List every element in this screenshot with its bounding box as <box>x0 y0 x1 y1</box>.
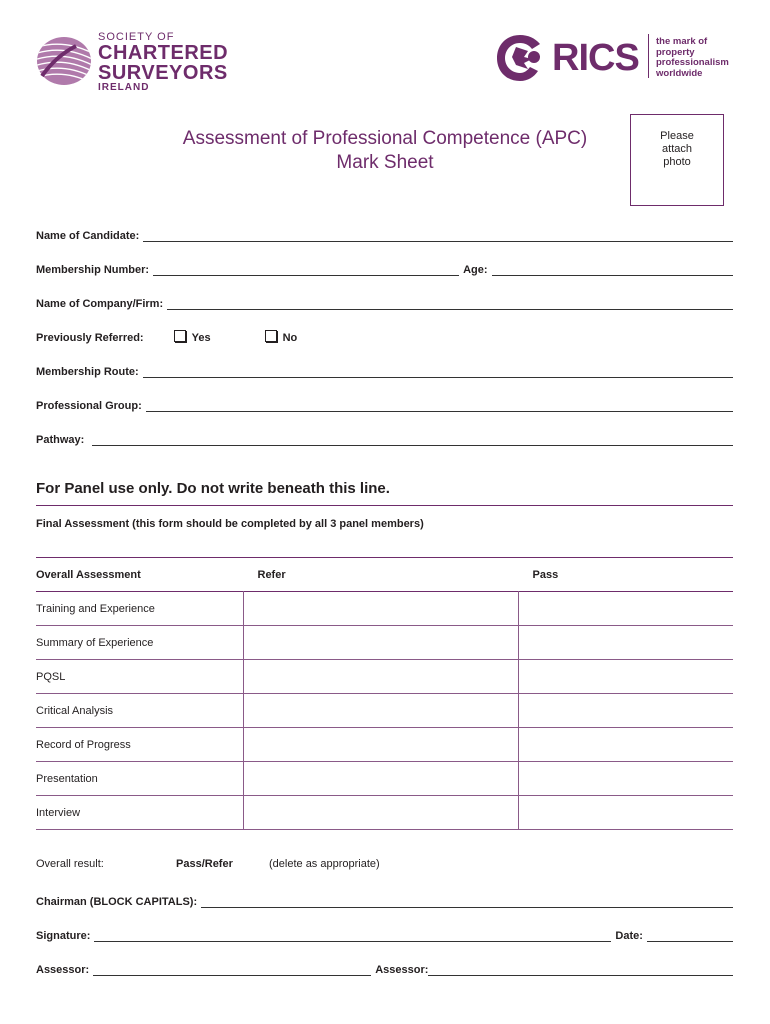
membership-route-field <box>36 362 733 378</box>
scs-globe-logo <box>36 36 92 86</box>
row-label: Critical Analysis <box>36 704 114 717</box>
professional-group-input[interactable] <box>146 399 733 412</box>
final-assessment-note: Final Assessment (this form should be completed by all 3 panel members) <box>36 518 424 530</box>
table-row <box>36 796 733 830</box>
table-row <box>36 762 733 796</box>
chairman-input[interactable] <box>201 895 733 908</box>
delete-note: (delete as appropriate) <box>269 858 380 870</box>
assessor-1-label: Assessor: <box>36 964 90 976</box>
row-label: Presentation <box>36 772 98 785</box>
rics-wordmark: RICS <box>552 37 639 79</box>
assessor-2-label: Assessor: <box>375 964 429 976</box>
pathway-input[interactable] <box>92 433 733 446</box>
pass-cell[interactable] <box>519 626 734 660</box>
no-label: No <box>282 332 298 344</box>
row-label: Record of Progress <box>36 738 131 751</box>
rics-tagline-line: the mark of <box>656 36 708 47</box>
refer-cell[interactable] <box>244 592 519 626</box>
referred-no-option[interactable] <box>265 330 298 344</box>
pass-cell[interactable] <box>519 660 734 694</box>
assessors-row <box>36 960 733 976</box>
assessment-table <box>36 557 733 830</box>
row-label: Interview <box>36 806 81 819</box>
pass-refer-option[interactable]: Pass/Refer <box>176 858 233 870</box>
rics-tagline-line: worldwide <box>656 67 703 79</box>
referred-yes-option[interactable] <box>174 330 211 344</box>
rics-lion-logo <box>494 33 546 83</box>
table-row <box>36 626 733 660</box>
candidate-name-label: Name of Candidate: <box>36 230 140 242</box>
date-label: Date: <box>615 930 643 942</box>
company-input[interactable] <box>167 297 733 310</box>
age-input[interactable] <box>492 263 733 276</box>
rics-tagline-line: property <box>656 46 695 58</box>
professional-group-label: Professional Group: <box>36 400 142 412</box>
refer-cell[interactable] <box>244 660 519 694</box>
photo-box-text: photo <box>663 156 691 168</box>
column-header-refer: Refer <box>257 568 286 581</box>
pathway-field <box>36 430 733 446</box>
signature-input[interactable] <box>94 929 611 942</box>
pass-cell[interactable] <box>519 796 734 830</box>
scs-wordmark <box>98 32 228 93</box>
date-input[interactable] <box>647 929 733 942</box>
previously-referred-label: Previously Referred: <box>36 332 144 344</box>
pass-cell[interactable] <box>519 592 734 626</box>
rics-tagline <box>656 37 746 79</box>
pass-cell[interactable] <box>519 694 734 728</box>
photo-attach-box[interactable] <box>630 114 724 206</box>
column-header-pass: Pass <box>532 568 559 581</box>
refer-cell[interactable] <box>244 626 519 660</box>
pass-cell[interactable] <box>519 762 734 796</box>
scs-line2: CHARTERED <box>98 42 229 64</box>
rics-tagline-line: professionalism <box>656 57 729 68</box>
table-header-row <box>36 558 733 592</box>
pass-cell[interactable] <box>519 728 734 762</box>
membership-number-label: Membership Number: <box>36 264 150 276</box>
table-row <box>36 728 733 762</box>
candidate-name-input[interactable] <box>143 229 733 242</box>
pathway-label: Pathway: <box>36 434 85 446</box>
refer-cell[interactable] <box>244 728 519 762</box>
refer-cell[interactable] <box>244 762 519 796</box>
yes-checkbox[interactable] <box>174 330 186 342</box>
panel-use-heading: For Panel use only. Do not write beneath this line. <box>36 480 390 497</box>
no-checkbox[interactable] <box>265 330 277 342</box>
previously-referred-row <box>36 328 733 344</box>
membership-route-input[interactable] <box>143 365 733 378</box>
membership-route-label: Membership Route: <box>36 366 139 378</box>
chairman-label: Chairman (BLOCK CAPITALS): <box>36 896 198 908</box>
refer-cell[interactable] <box>244 694 519 728</box>
photo-box-text: attach <box>662 143 692 155</box>
page-subtitle: Mark Sheet <box>336 152 434 173</box>
chairman-field <box>36 892 733 908</box>
photo-box-text: Please <box>660 130 694 142</box>
row-label: PQSL <box>36 670 66 683</box>
company-label: Name of Company/Firm: <box>36 298 164 310</box>
professional-group-field <box>36 396 733 412</box>
candidate-name-field <box>36 226 733 242</box>
overall-result-label: Overall result: <box>36 858 104 870</box>
assessor-2-input[interactable] <box>428 963 733 976</box>
signature-label: Signature: <box>36 930 91 942</box>
age-label: Age: <box>463 264 488 276</box>
table-row <box>36 660 733 694</box>
scs-line1: SOCIETY OF <box>98 31 175 43</box>
scs-line3: SURVEYORS <box>98 62 228 84</box>
refer-cell[interactable] <box>244 796 519 830</box>
panel-divider <box>36 505 733 506</box>
company-field <box>36 294 733 310</box>
yes-label: Yes <box>191 332 211 344</box>
row-label: Summary of Experience <box>36 636 154 649</box>
scs-line4: IRELAND <box>98 82 150 93</box>
row-label: Training and Experience <box>36 602 155 615</box>
page-title: Assessment of Professional Competence (APC) <box>182 128 588 149</box>
rics-divider <box>648 34 649 78</box>
table-row <box>36 592 733 626</box>
table-row <box>36 694 733 728</box>
column-header-overall: Overall Assessment <box>36 568 141 581</box>
membership-age-row <box>36 260 733 276</box>
membership-number-input[interactable] <box>153 263 459 276</box>
signature-date-row <box>36 926 733 942</box>
assessor-1-input[interactable] <box>93 963 371 976</box>
